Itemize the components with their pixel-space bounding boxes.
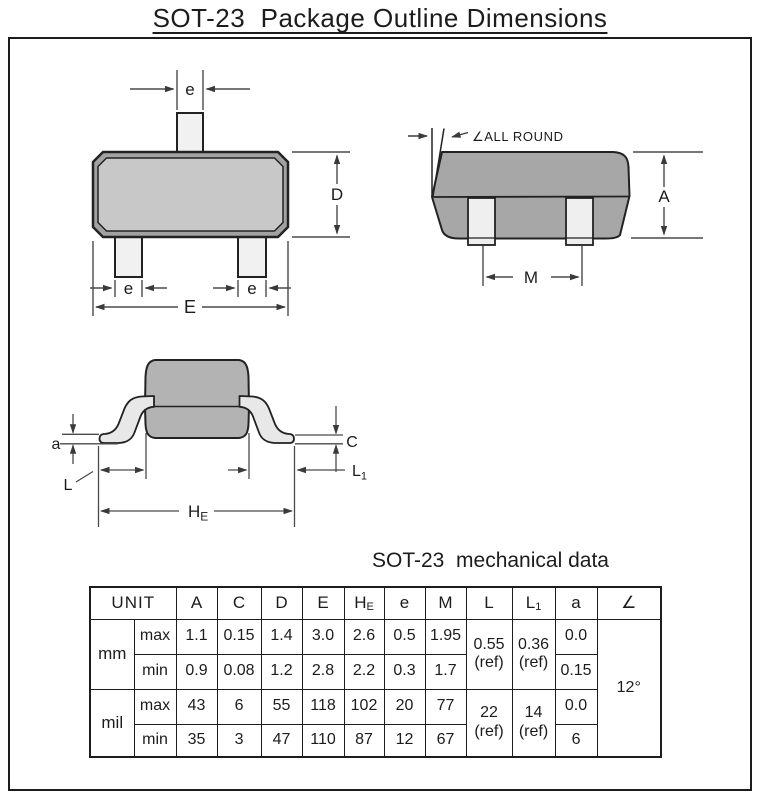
cell: 0.0	[555, 689, 597, 724]
header-angle: ∠	[597, 587, 661, 619]
package-body-profile	[145, 360, 249, 438]
cell: 110	[302, 724, 344, 757]
cell: 0.5	[384, 619, 425, 654]
C-dimension	[295, 406, 343, 472]
cell-mil-L1-ref: 14 (ref)	[512, 689, 555, 757]
cell: 0.0	[555, 619, 597, 654]
dim-label-A: A	[658, 187, 670, 206]
dim-label-e-top: e	[185, 80, 195, 99]
unit-mil: mil	[90, 689, 134, 757]
cell: 0.15	[555, 654, 597, 689]
cell: 1.1	[176, 619, 217, 654]
header-e: e	[384, 587, 425, 619]
cell: 43	[176, 689, 217, 724]
dim-label-L: L	[63, 477, 73, 494]
cell: 0.08	[217, 654, 261, 689]
cell: 12	[384, 724, 425, 757]
cell: 3.0	[302, 619, 344, 654]
row-mm-max	[90, 619, 661, 654]
cell: 67	[425, 724, 466, 757]
cell-mm-L1-ref: 0.36 (ref)	[512, 619, 555, 689]
header-HE: HE	[344, 587, 384, 619]
cell: 87	[344, 724, 384, 757]
dim-label-D: D	[330, 185, 344, 204]
cell: 102	[344, 689, 384, 724]
header-L1: L1	[512, 587, 555, 619]
mil-max-label: max	[134, 689, 176, 724]
cell: 1.2	[261, 654, 302, 689]
cell: 55	[261, 689, 302, 724]
all-round-label: ∠ALL ROUND	[472, 129, 564, 144]
mm-min-label: min	[134, 654, 176, 689]
cell: 0.15	[217, 619, 261, 654]
dim-label-E: E	[183, 297, 197, 317]
table-title: SOT-23 mechanical data	[372, 549, 609, 572]
cell: 3	[217, 724, 261, 757]
cell: 1.4	[261, 619, 302, 654]
dim-label-HE: $H_E$	[188, 502, 209, 524]
cell: 77	[425, 689, 466, 724]
row-mil-min	[90, 724, 661, 757]
header-unit: UNIT	[90, 587, 176, 619]
mil-min-label: min	[134, 724, 176, 757]
package-body-inner	[98, 158, 283, 231]
body-parting-line	[433, 197, 630, 198]
cell-angle-value: 12°	[597, 619, 661, 757]
cell: 20	[384, 689, 425, 724]
dim-label-C: C	[346, 434, 358, 451]
cell: 2.2	[344, 654, 384, 689]
dim-label-a: a	[51, 436, 61, 453]
mm-max-label: max	[134, 619, 176, 654]
cell: 35	[176, 724, 217, 757]
top-view-diagram	[90, 70, 350, 317]
cell: 2.8	[302, 654, 344, 689]
unit-mm: mm	[90, 619, 134, 689]
dim-label-L1: $L_1$	[352, 463, 368, 483]
cell: 1.95	[425, 619, 466, 654]
dim-label-e-right: e	[247, 279, 257, 298]
bottom-left-pin	[115, 235, 142, 277]
header-M: M	[425, 587, 466, 619]
header-L: L	[466, 587, 512, 619]
header-C: C	[217, 587, 261, 619]
profile-view-diagram	[52, 360, 367, 527]
cell: 118	[302, 689, 344, 724]
page-title: SOT-23 Package Outline Dimensions	[152, 3, 608, 33]
table-header-row	[90, 587, 661, 619]
header-a: a	[555, 587, 597, 619]
package-body-perspective	[432, 152, 630, 239]
row-mm-min	[90, 654, 661, 689]
header-E: E	[302, 587, 344, 619]
cell: 0.9	[176, 654, 217, 689]
cell: 47	[261, 724, 302, 757]
cell-mil-L-ref: 22 (ref)	[466, 689, 512, 757]
header-D: D	[261, 587, 302, 619]
cell: 0.3	[384, 654, 425, 689]
cell: 1.7	[425, 654, 466, 689]
mechanical-data-table	[89, 586, 662, 758]
top-pin	[177, 113, 203, 155]
cell-mm-L-ref: 0.55 (ref)	[466, 619, 512, 689]
cell: 6	[217, 689, 261, 724]
dim-label-M: M	[523, 268, 539, 287]
cell: 2.6	[344, 619, 384, 654]
perspective-view-diagram	[408, 128, 703, 287]
row-mil-max	[90, 689, 661, 724]
header-A: A	[176, 587, 217, 619]
dim-label-e-left: e	[123, 279, 134, 298]
bottom-right-pin	[238, 235, 266, 277]
cell: 6	[555, 724, 597, 757]
